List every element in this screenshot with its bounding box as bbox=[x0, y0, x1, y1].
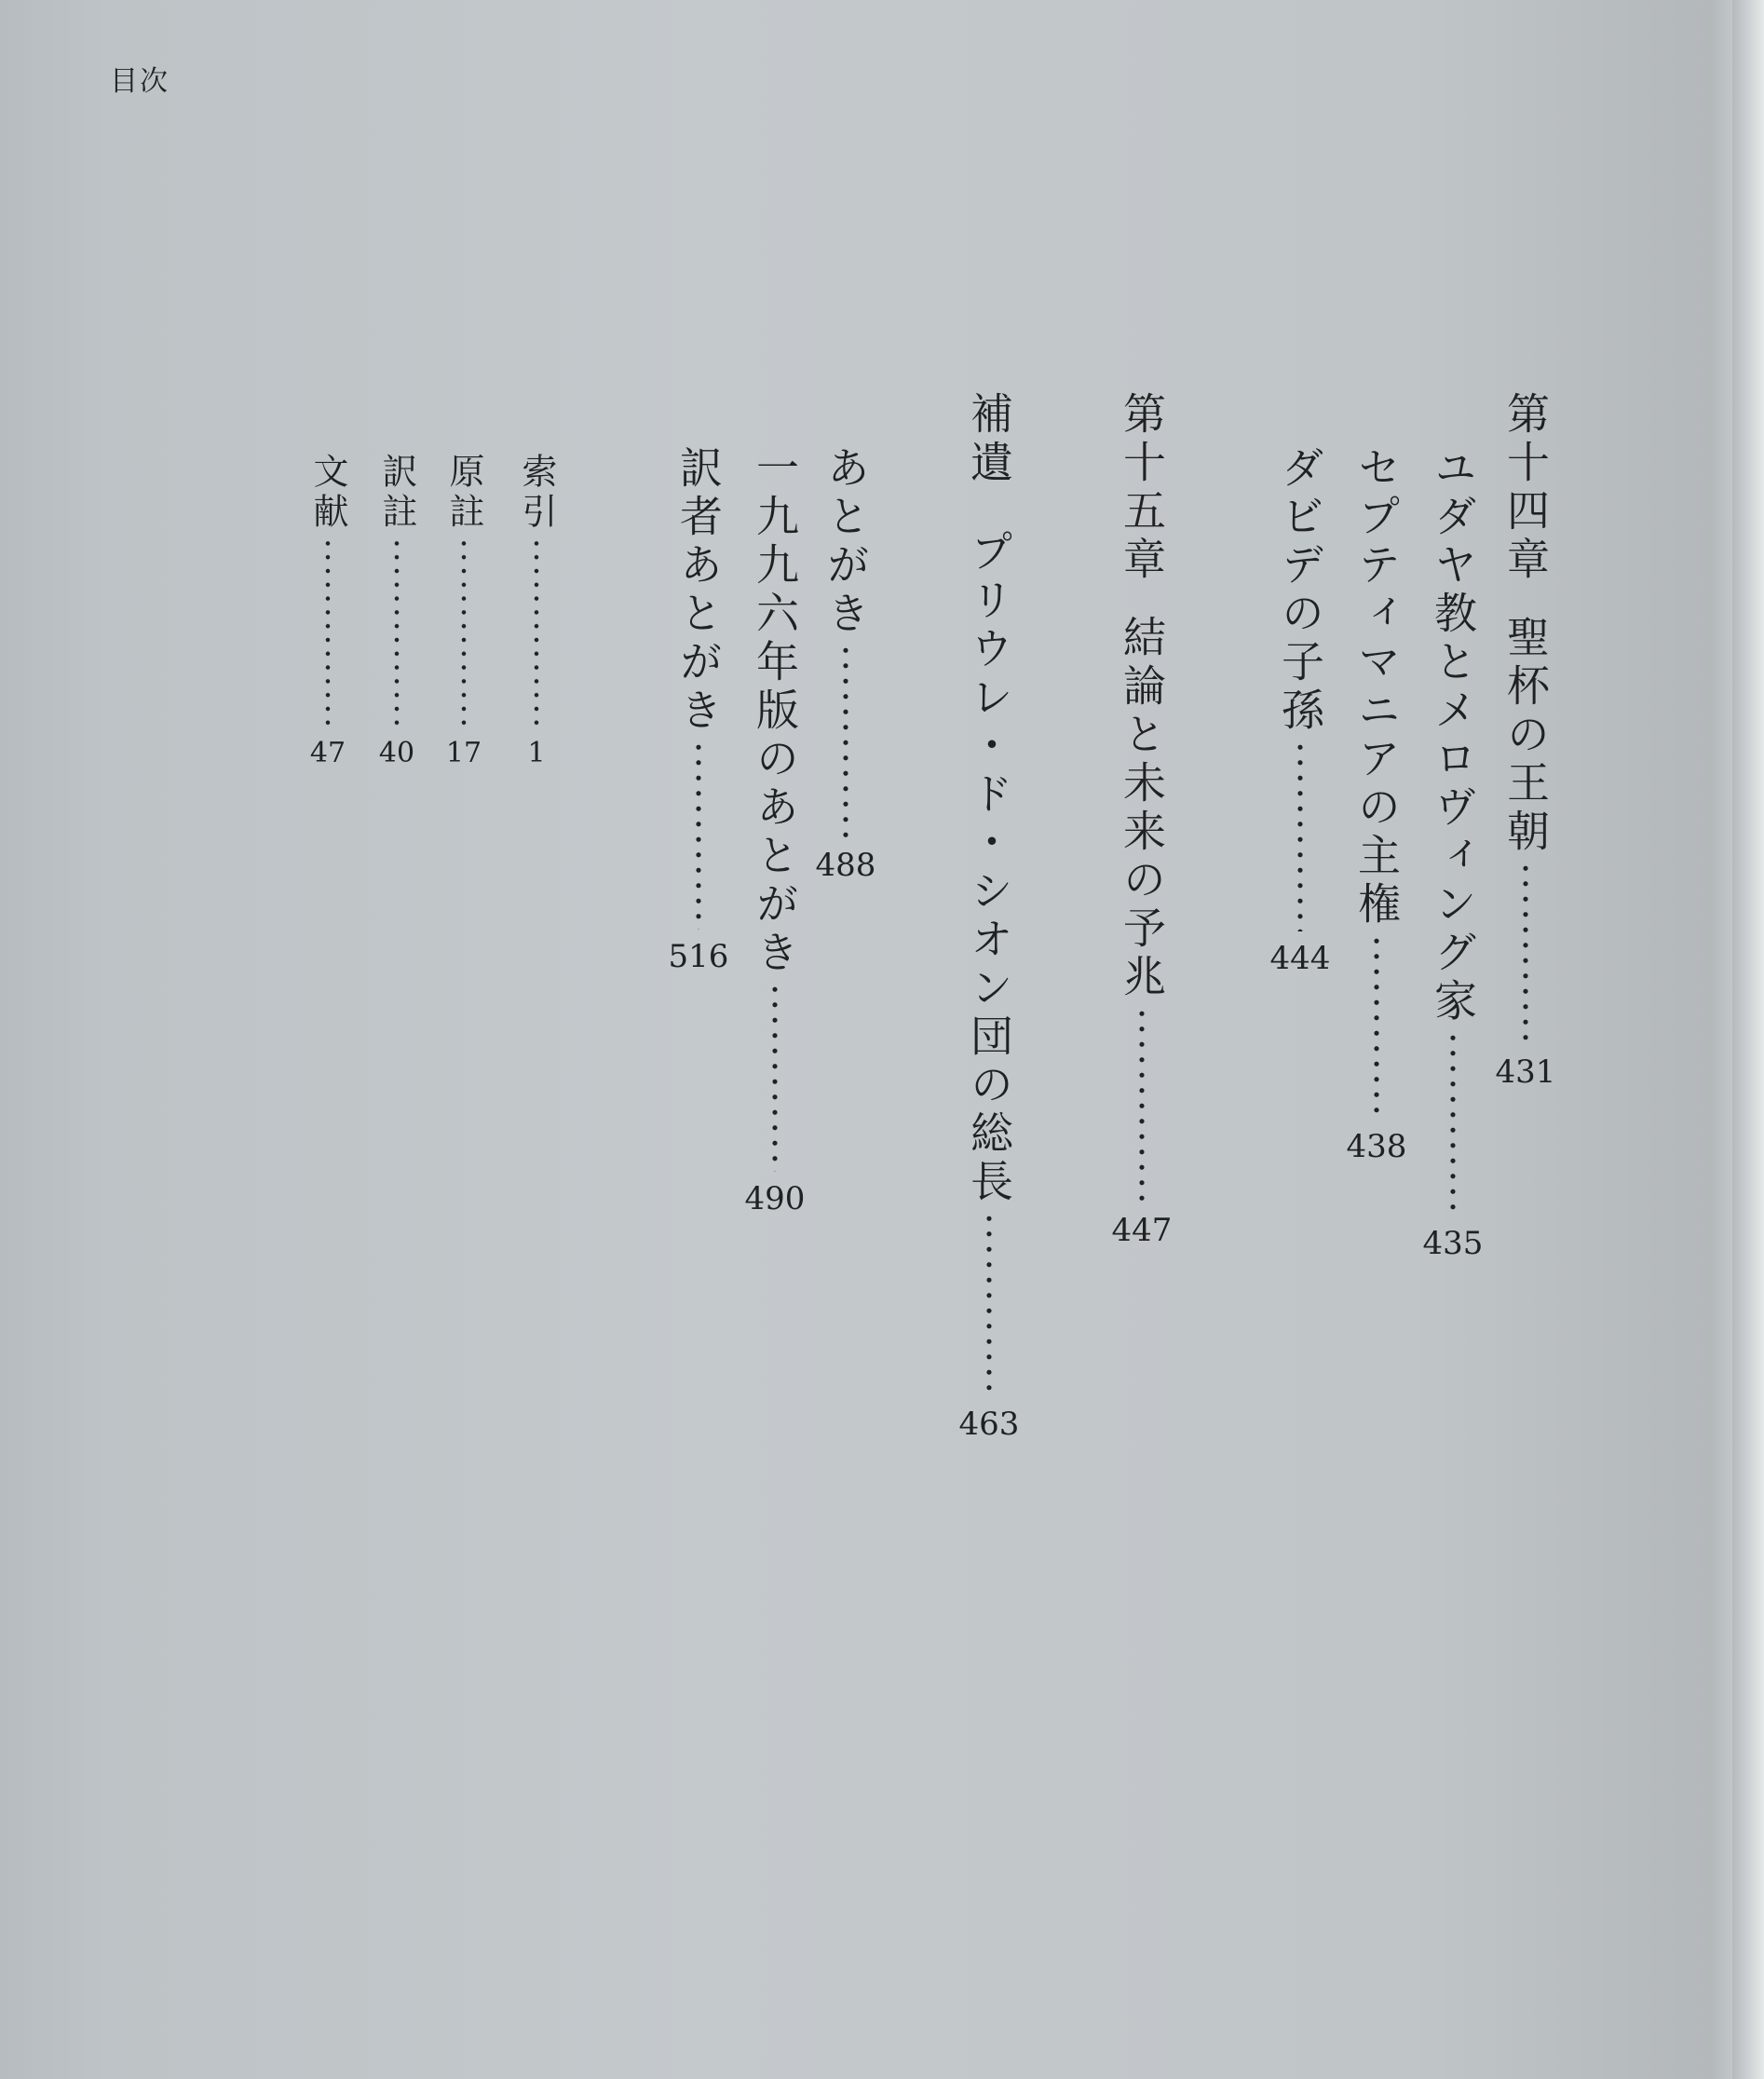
toc-entry-section bbox=[1346, 445, 1407, 1165]
toc-entry-back-matter bbox=[300, 453, 356, 768]
leader-dots bbox=[771, 982, 779, 1172]
page-number: 444 bbox=[1269, 940, 1331, 977]
toc-entry-afterword bbox=[815, 445, 876, 884]
leader-dots bbox=[842, 643, 849, 838]
back-matter-title: 原註 bbox=[443, 453, 484, 533]
running-head: 目次 bbox=[110, 65, 170, 98]
leader-dots bbox=[695, 740, 702, 930]
page-number: 431 bbox=[1495, 1053, 1556, 1091]
back-matter-title: 訳註 bbox=[376, 453, 417, 533]
appendix-title: プリウレ・ド・シオン団の総長 bbox=[964, 529, 1014, 1207]
leader-dots bbox=[1522, 861, 1529, 1045]
toc-entry-afterword bbox=[744, 445, 806, 1217]
afterword-title: あとがき bbox=[821, 445, 871, 639]
page-number: 17 bbox=[445, 737, 482, 769]
toc-entry-back-matter bbox=[509, 453, 564, 768]
toc-entry-section bbox=[1269, 445, 1331, 977]
toc-entry-section bbox=[1422, 445, 1484, 1262]
toc-entry-chapter-15 bbox=[1111, 391, 1173, 1249]
toc-entry-back-matter bbox=[436, 453, 492, 768]
page-number: 488 bbox=[815, 847, 876, 884]
leader-dots bbox=[1373, 933, 1380, 1120]
back-matter-title: 索引 bbox=[516, 453, 557, 533]
chapter-title: 結論と未来の予兆 bbox=[1117, 615, 1167, 1002]
leader-dots bbox=[1296, 740, 1304, 931]
leader-dots bbox=[985, 1211, 993, 1397]
leader-dots bbox=[460, 537, 468, 728]
chapter-number: 第十五章 bbox=[1117, 391, 1167, 585]
page-number: 47 bbox=[309, 737, 346, 769]
appendix-label: 補遺 bbox=[964, 391, 1014, 488]
toc-entry-back-matter bbox=[369, 453, 425, 768]
afterword-title: 訳者あとがき bbox=[673, 445, 724, 736]
leader-dots bbox=[393, 537, 400, 728]
leader-dots bbox=[533, 537, 540, 728]
leader-dots bbox=[1138, 1006, 1146, 1203]
toc-entry-appendix bbox=[958, 391, 1020, 1443]
page-number: 40 bbox=[378, 737, 415, 769]
toc-entry-chapter-14 bbox=[1495, 391, 1556, 1091]
page-number: 463 bbox=[958, 1406, 1020, 1443]
section-title: ダビデの子孫 bbox=[1275, 445, 1325, 736]
chapter-number: 第十四章 bbox=[1500, 391, 1551, 585]
afterword-title: 一九九六年版のあとがき bbox=[750, 445, 800, 978]
page-number: 490 bbox=[744, 1180, 806, 1217]
section-title: ユダヤ教とメロヴィング家 bbox=[1428, 445, 1478, 1026]
chapter-title: 聖杯の王朝 bbox=[1500, 615, 1551, 857]
leader-dots bbox=[1449, 1030, 1457, 1216]
section-title: セプティマニアの主権 bbox=[1351, 445, 1402, 930]
page-number: 447 bbox=[1111, 1212, 1173, 1249]
page-number: 435 bbox=[1422, 1225, 1484, 1262]
page-number: 516 bbox=[668, 938, 729, 975]
back-matter-title: 文献 bbox=[307, 453, 348, 533]
book-spine-shadow bbox=[1732, 0, 1764, 2079]
page-number: 1 bbox=[527, 737, 546, 769]
page-number: 438 bbox=[1346, 1128, 1407, 1165]
leader-dots bbox=[324, 537, 332, 728]
toc-entry-afterword bbox=[668, 445, 729, 975]
